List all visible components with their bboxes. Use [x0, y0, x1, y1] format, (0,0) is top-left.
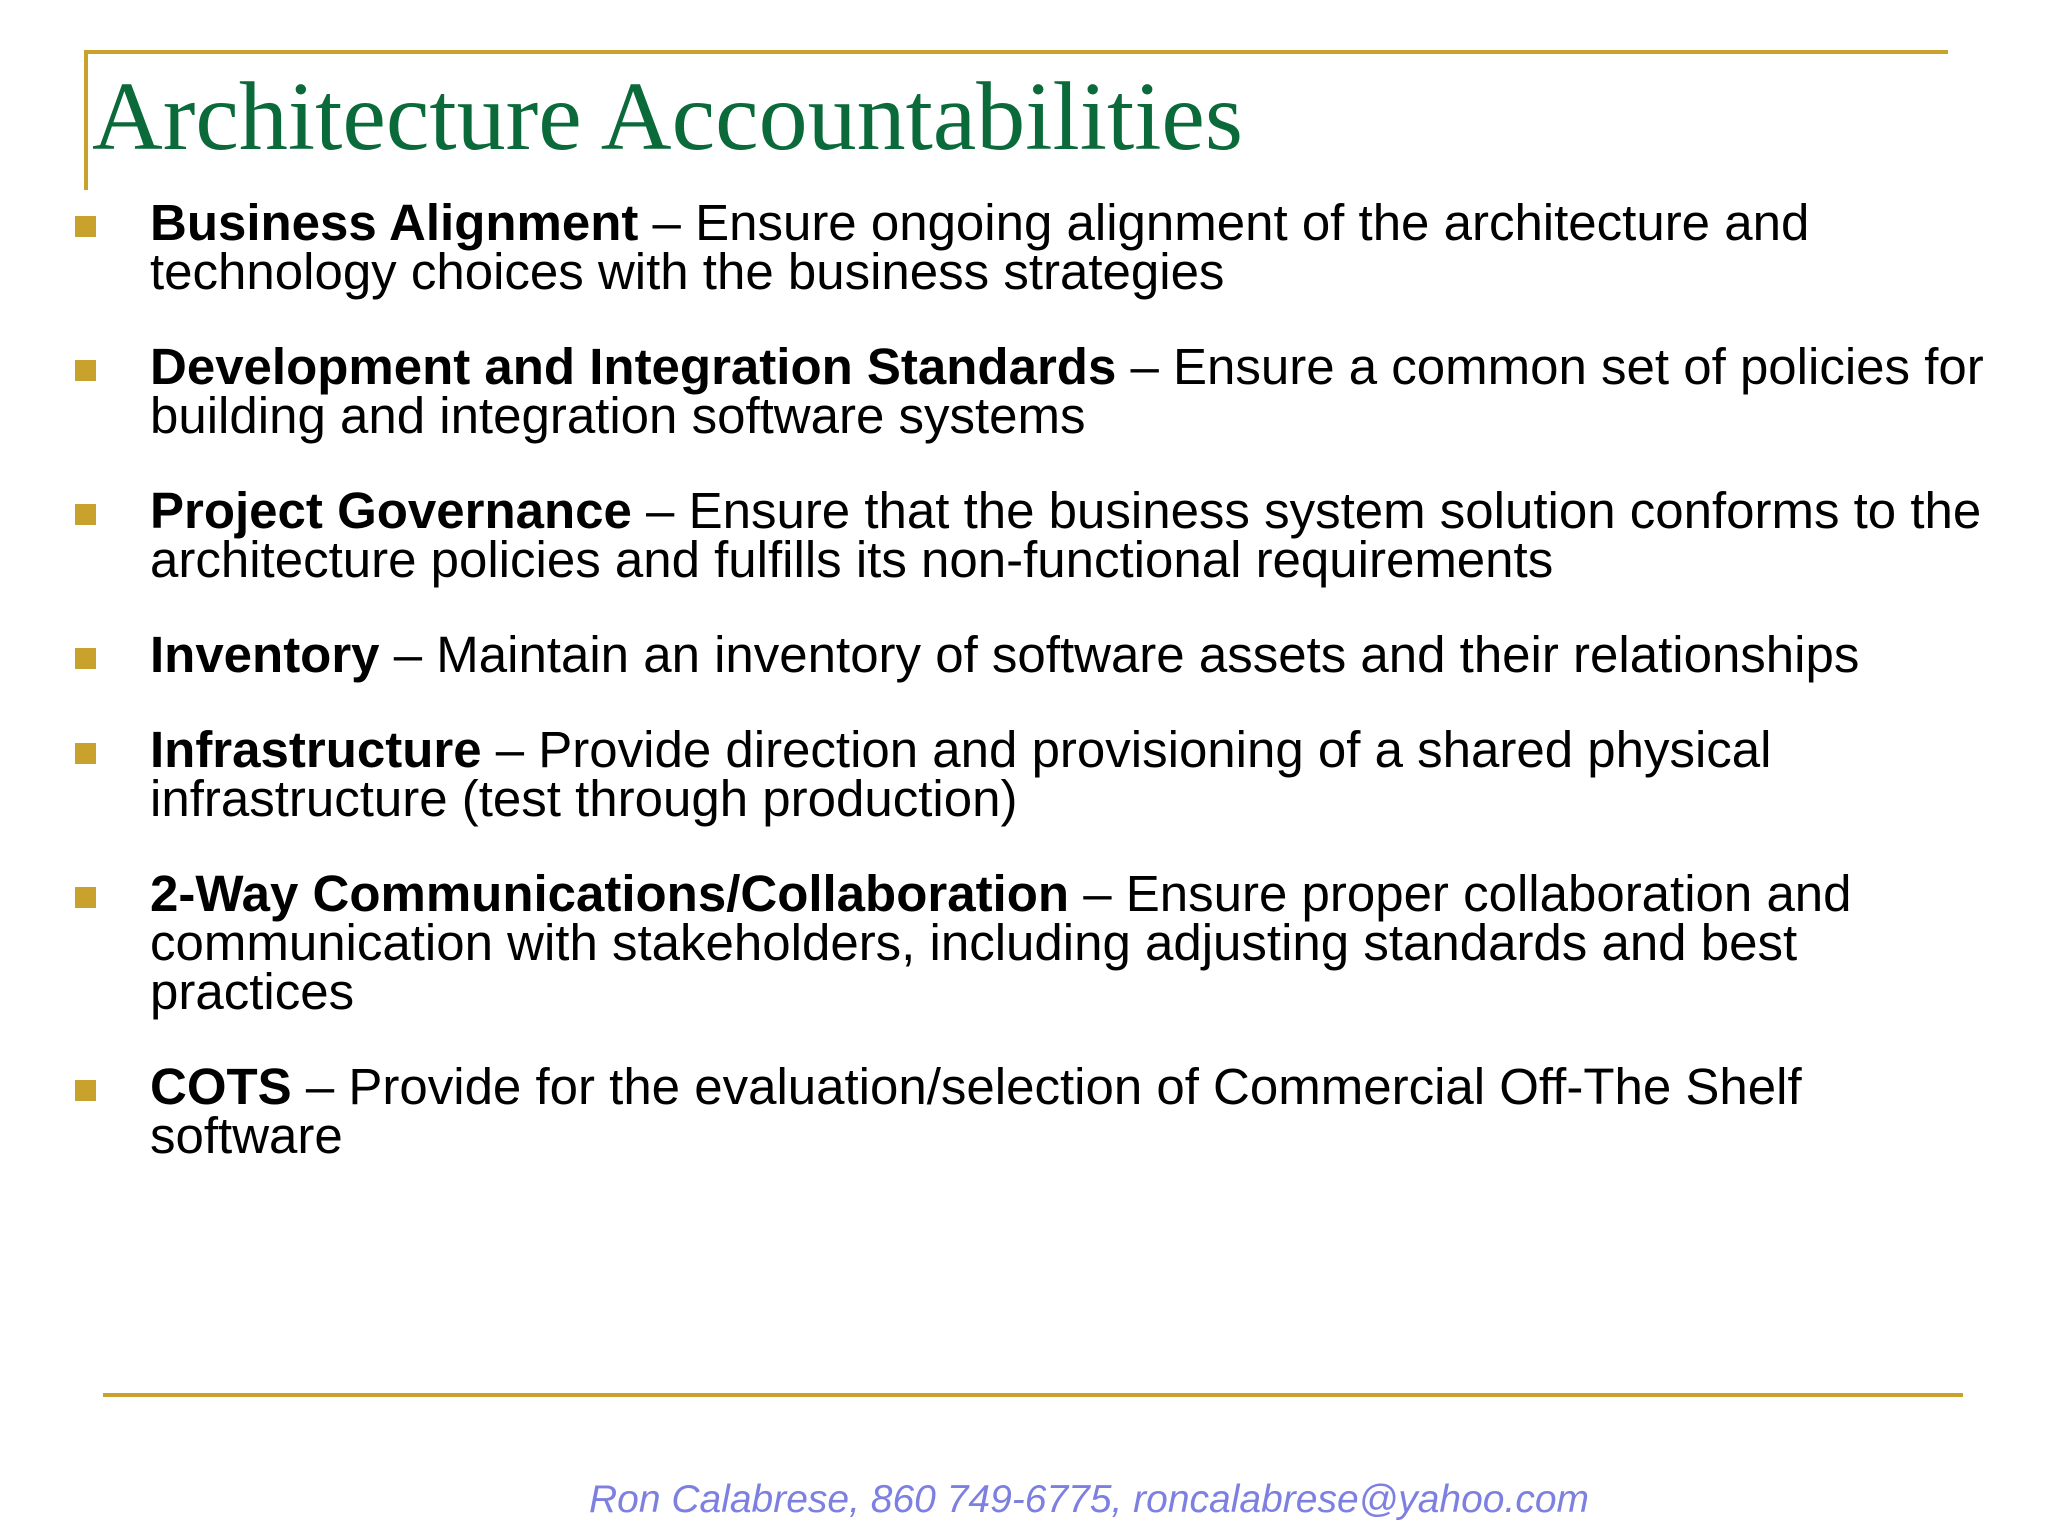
bullet-term: Inventory: [150, 626, 380, 683]
square-bullet-icon: [75, 216, 96, 237]
slide-title: Architecture Accountabilities: [92, 63, 1244, 171]
bullet-term: Infrastructure: [150, 721, 482, 778]
bullet-description: – Provide direction and provisioning of a shared physical infrastructure (test through production): [150, 721, 1772, 827]
bullet-item-cots: [0, 1058, 2048, 1164]
square-bullet-icon: [75, 887, 96, 908]
bullet-description: – Maintain an inventory of software assets and their relationships: [379, 626, 1860, 683]
bullet-term: Project Governance: [150, 482, 632, 539]
bullet-description: – Ensure proper collaboration and communication with stakeholders, including adjusting standards and best practices: [150, 865, 1852, 1020]
title-top-rule: [84, 50, 1948, 54]
bullet-description: – Ensure that the business system solution conforms to the architecture policies and fulfills its non-functional requirements: [150, 482, 1982, 588]
bullet-term: 2-Way Communications/Collaboration: [150, 865, 1070, 922]
bullet-description: – Ensure ongoing alignment of the architecture and technology choices with the business strategies: [150, 194, 1810, 300]
bullet-item-development-standards: [0, 338, 2048, 444]
square-bullet-icon: [75, 504, 96, 525]
square-bullet-icon: [75, 743, 96, 764]
bullet-item-business-alignment: [0, 194, 2048, 300]
bullet-item-project-governance: [0, 482, 2048, 588]
title-left-rule: [84, 50, 88, 190]
bullet-term: Development and Integration Standards: [150, 338, 1117, 395]
bullet-list: [0, 194, 2048, 1206]
bullet-description: – Provide for the evaluation/selection of Commercial Off-The Shelf software: [150, 1058, 1802, 1164]
footer-contact: Ron Calabrese, 860 749-6775, roncalabrese@yahoo.com: [588, 1478, 1590, 1521]
square-bullet-icon: [75, 648, 96, 669]
footer-rule: [103, 1393, 1963, 1397]
square-bullet-icon: [75, 360, 96, 381]
square-bullet-icon: [75, 1080, 96, 1101]
bullet-term: COTS: [150, 1058, 292, 1115]
bullet-description: – Ensure a common set of policies for building and integration software systems: [150, 338, 1984, 444]
bullet-item-inventory: [0, 626, 2048, 683]
bullet-term: Business Alignment: [150, 194, 639, 251]
bullet-item-communications: [0, 865, 2048, 1020]
bullet-item-infrastructure: [0, 721, 2048, 827]
